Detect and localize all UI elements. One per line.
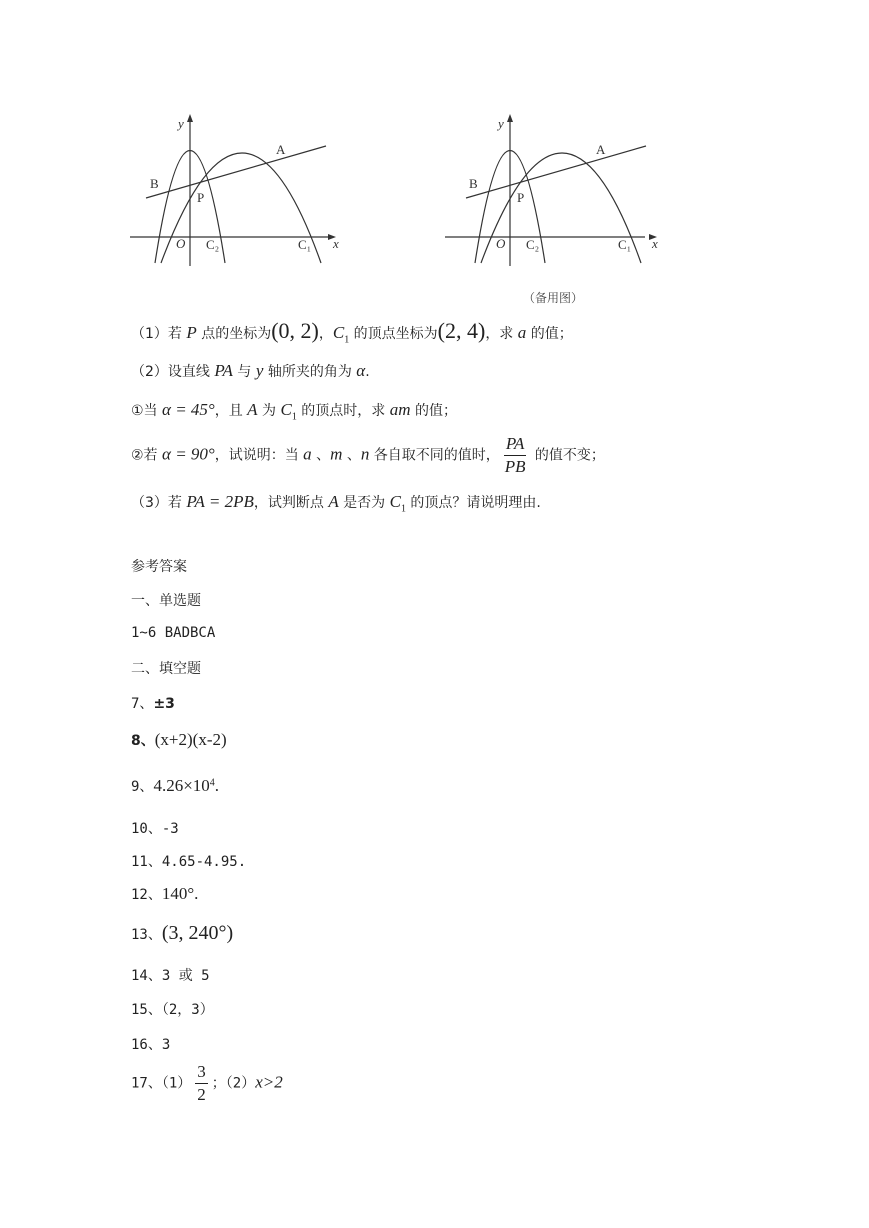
label-c1: C₁ [298, 237, 312, 252]
question-2-2: ②若 α = 90°，试说明：当 a 、m 、n 各自取不同的值时， $\frac{PA}{PB}$ 的值不变； [131, 434, 605, 476]
fraction-3-2: $\frac{3}{2}$ [197, 1062, 206, 1104]
answer-7: 7、±3 [131, 696, 175, 712]
label-b: B [469, 176, 478, 191]
label-b: B [150, 176, 159, 191]
label-p: P [197, 190, 205, 205]
label-c2: C₂ [526, 237, 540, 252]
y-axis-arrow [187, 114, 193, 122]
label-x: x [652, 236, 658, 251]
section-single-choice: 一、单选题 [131, 593, 201, 609]
label-o: O [496, 236, 506, 251]
label-y: y [178, 116, 184, 131]
label-c2: C₂ [206, 237, 220, 252]
label-c1: C₁ [618, 237, 632, 252]
answer-1-6: 1~6 BADBCA [131, 625, 216, 641]
label-y: y [498, 116, 504, 131]
question-3: （3）若 PA = 2PB，试判断点 A 是否为 $C_1$ 的顶点？请说明理由. [131, 492, 541, 515]
section-fill-blank: 二、填空题 [131, 661, 201, 677]
answer-14: 14、3 或 5 [131, 968, 210, 984]
graph-figure-backup [443, 108, 673, 268]
label-a: A [276, 142, 286, 157]
answer-9: 9、$4.26\times 10^4$. [131, 776, 220, 795]
question-1: （1）若 P 点的坐标为(0, 2)，$C_1$ 的顶点坐标为(2, 4)，求 a 的值； [131, 318, 573, 346]
label-a: A [596, 142, 606, 157]
answer-17: 17、（1） $\frac{3}{2}$ ；（2）x>2 [131, 1062, 283, 1104]
figure-caption: （备用图） [523, 291, 584, 305]
parabola-graph-backup [443, 108, 673, 268]
graph-figure-main [128, 108, 358, 268]
label-p: P [517, 190, 525, 205]
parabola-graph [128, 108, 358, 268]
answer-16: 16、3 [131, 1037, 171, 1053]
y-axis-arrow [507, 114, 513, 122]
question-2-1: ①当 α = 45°，且 A 为 $C_1$ 的顶点时，求 am 的值； [131, 400, 457, 423]
answer-11: 11、4.65-4.95. [131, 854, 247, 870]
answer-8: 8、(x+2)(x-2) [131, 730, 227, 749]
label-o: O [176, 236, 186, 251]
question-2: （2）设直线 PA 与 y 轴所夹的角为 α. [131, 361, 370, 380]
answer-15: 15、（2，3） [131, 1002, 214, 1018]
answer-12: 12、140°. [131, 884, 199, 903]
label-x: x [333, 236, 339, 251]
fraction-pa-pb: $\frac{PA}{PB}$ [504, 434, 526, 476]
answer-13: 13、(3, 240°) [131, 922, 234, 944]
answers-heading: 参考答案 [131, 559, 187, 575]
answer-10: 10、-3 [131, 821, 179, 837]
